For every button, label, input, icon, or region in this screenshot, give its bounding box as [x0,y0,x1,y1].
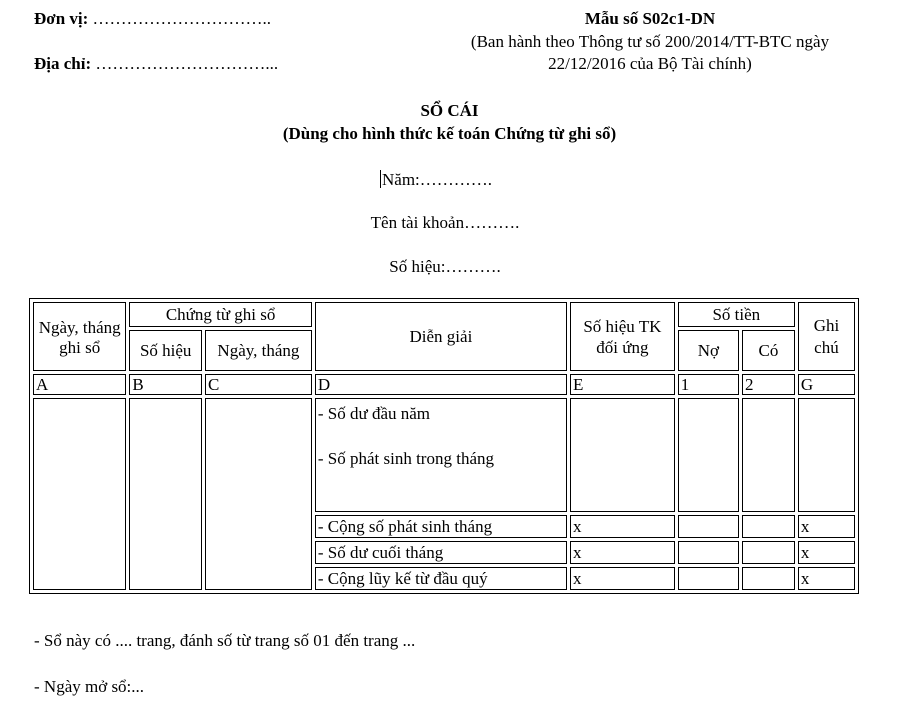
header-description: Diễn giải [315,302,567,371]
page-title: SỔ CÁI [420,101,479,120]
year-text: Năm:…………. [382,170,493,189]
text-cursor [380,170,381,188]
page-subtitle: (Dùng cho hình thức kế toán Chứng từ ghi sổ) [282,124,617,143]
col-code-a: A [33,374,126,395]
header-amount-group: Số tiền [678,302,795,327]
ledger-table [29,298,859,594]
account-code-field[interactable]: Số hiệu:………. [389,257,501,276]
header-debit: Nợ [678,330,739,371]
cell-contra-body[interactable] [570,398,675,512]
account-name-field[interactable]: Tên tài khoản………. [370,213,520,232]
col-code-c: C [205,374,312,395]
period-activity-label: - Số phát sinh trong tháng [317,449,494,468]
regulation-line-1: (Ban hành theo Thông tư số 200/2014/TT-BTC ngày [470,32,830,51]
header-contra-account: Số hiệu TK đối ứng [570,302,675,371]
summary-credit[interactable] [742,541,795,564]
address-line [34,54,278,74]
col-code-b: B [129,374,202,395]
cell-voucher-date-body[interactable] [205,398,312,590]
summary-label: - Cộng số phát sinh tháng [315,515,567,538]
year-field[interactable] [380,170,492,190]
form-code: Mẫu số S02c1-DN [584,9,716,28]
header-voucher-group: Chứng từ ghi sổ [129,302,311,327]
unit-label: Đơn vị: [34,9,89,28]
regulation-line-2: 22/12/2016 của Bộ Tài chính) [548,54,752,73]
column-code-row [33,374,855,395]
summary-note: x [798,515,855,538]
summary-credit[interactable] [742,567,795,590]
address-label: Địa chỉ: [34,54,92,73]
cell-description-body[interactable] [315,398,567,512]
summary-label: - Số dư cuối tháng [315,541,567,564]
cell-note-body[interactable] [798,398,855,512]
body-row [33,398,855,512]
open-date-note: - Ngày mở sổ:... [34,677,145,696]
header-voucher-date: Ngày, tháng [205,330,312,371]
summary-note: x [798,567,855,590]
unit-dots[interactable]: ………………………….. [92,9,272,28]
col-code-2: 2 [742,374,795,395]
header-note: Ghi chú [798,302,855,371]
header-date: Ngày, tháng ghi sổ [33,302,126,371]
summary-label: - Cộng lũy kế từ đầu quý [315,567,567,590]
spacer [318,425,564,448]
cell-voucher-number-body[interactable] [129,398,202,590]
summary-debit[interactable] [678,541,739,564]
col-code-1: 1 [678,374,739,395]
summary-contra: x [570,541,675,564]
summary-note: x [798,541,855,564]
summary-contra: x [570,567,675,590]
cell-debit-body[interactable] [678,398,739,512]
unit-line [34,9,271,29]
cell-credit-body[interactable] [742,398,795,512]
summary-credit[interactable] [742,515,795,538]
col-code-d: D [315,374,567,395]
pages-note: - Sổ này có .... trang, đánh số từ trang số 01 đến trang ... [34,631,416,650]
col-code-g: G [798,374,855,395]
summary-contra: x [570,515,675,538]
opening-balance-label: - Số dư đầu năm [317,404,431,423]
summary-debit[interactable] [678,567,739,590]
col-code-e: E [570,374,675,395]
header-voucher-number: Số hiệu [129,330,202,371]
header-credit: Có [742,330,795,371]
cell-date-body[interactable] [33,398,126,590]
summary-debit[interactable] [678,515,739,538]
address-dots[interactable]: …………………………... [95,54,279,73]
